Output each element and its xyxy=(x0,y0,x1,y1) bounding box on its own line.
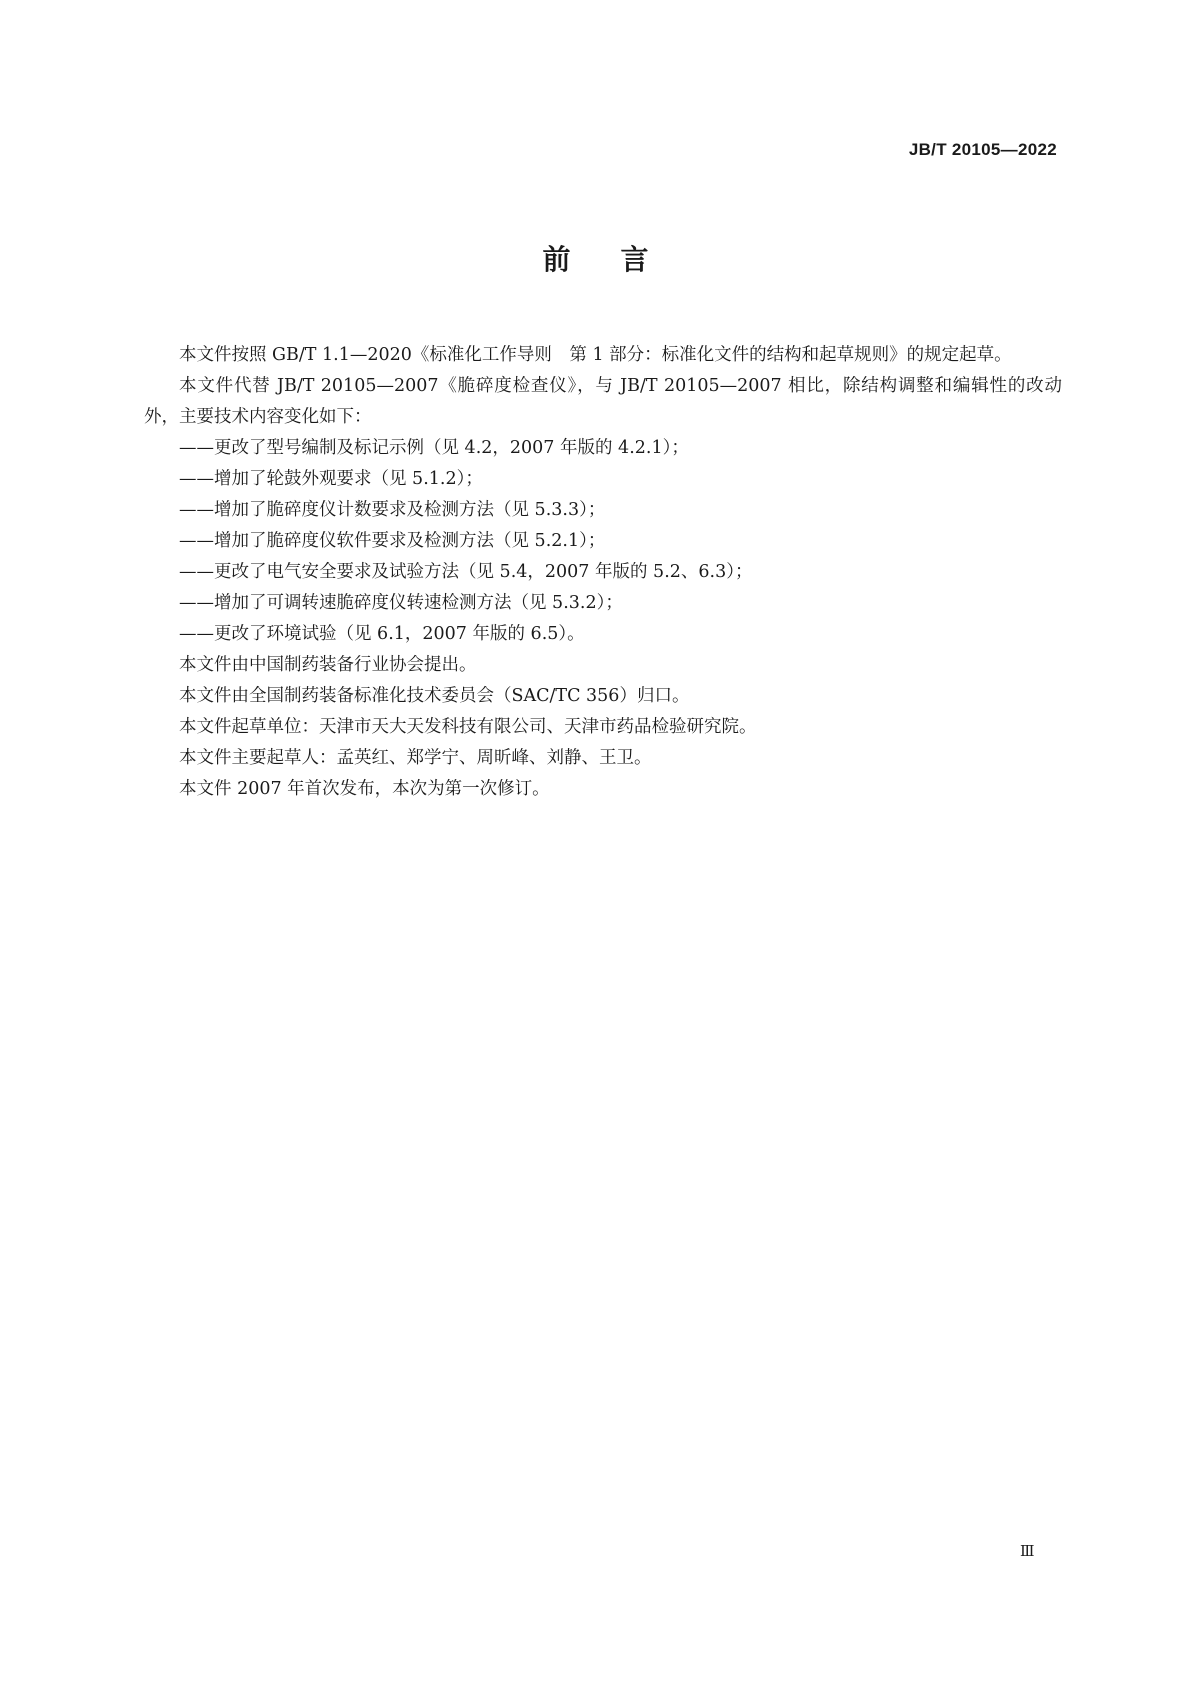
paragraph-committee: 本文件由全国制药装备标准化技术委员会（SAC/TC 356）归口。 xyxy=(179,686,690,706)
page-number: Ⅲ xyxy=(1020,1542,1035,1560)
change-item: ——增加了脆碎度仪计数要求及检测方法（见 5.3.3）； xyxy=(179,500,606,520)
paragraph-drafting-rules: 本文件按照 GB/T 1.1—2020《标准化工作导则 第 1 部分：标准化文件的结构和起草规则》的规定起草。 xyxy=(179,345,1012,365)
paragraph-drafters: 本文件主要起草人：孟英红、郑学宁、周昕峰、刘静、王卫。 xyxy=(179,748,652,768)
paragraph-replacement: 本文件代替 JB/T 20105—2007《脆碎度检查仪》，与 JB/T 20105—2007 相比，除结构调整和编辑性的改动外，主要技术内容变化如下： xyxy=(144,376,1062,427)
foreword-body xyxy=(144,340,1062,805)
change-item: ——增加了脆碎度仪软件要求及检测方法（见 5.2.1）； xyxy=(179,531,606,551)
change-item: ——更改了型号编制及标记示例（见 4.2，2007 年版的 4.2.1）； xyxy=(179,438,689,458)
change-item: ——更改了电气安全要求及试验方法（见 5.4，2007 年版的 5.2、6.3）； xyxy=(179,562,753,582)
paragraph-proposer: 本文件由中国制药装备行业协会提出。 xyxy=(179,655,477,675)
change-item: ——更改了环境试验（见 6.1，2007 年版的 6.5）。 xyxy=(179,624,585,644)
change-item: ——增加了轮鼓外观要求（见 5.1.2）； xyxy=(179,469,483,489)
paragraph-drafting-units: 本文件起草单位：天津市天大天发科技有限公司、天津市药品检验研究院。 xyxy=(179,717,757,737)
page-title: 前言 xyxy=(542,243,699,276)
change-item: ——增加了可调转速脆碎度仪转速检测方法（见 5.3.2）； xyxy=(179,593,623,613)
paragraph-history: 本文件 2007 年首次发布，本次为第一次修订。 xyxy=(179,779,550,799)
document-code: JB/T 20105—2022 xyxy=(908,140,1057,159)
